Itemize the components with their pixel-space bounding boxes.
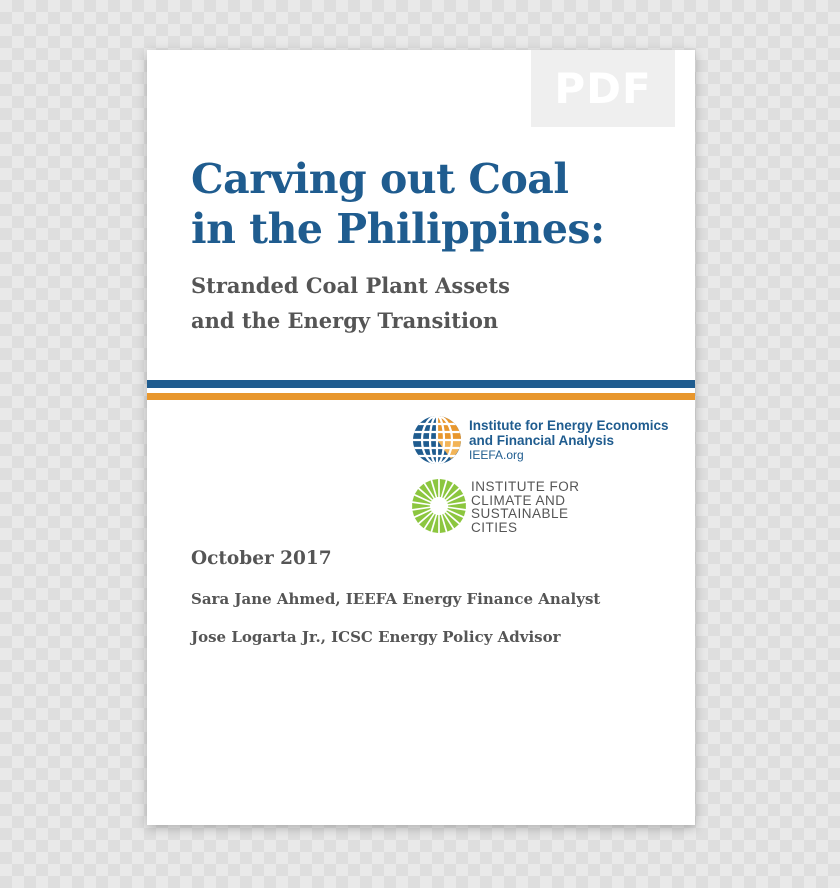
icsc-name-line-2: CLIMATE AND <box>471 492 566 508</box>
report-subtitle <box>191 268 651 338</box>
sunburst-icon <box>411 478 467 534</box>
icsc-name-line-3: SUSTAINABLE <box>471 506 569 521</box>
report-cover-page <box>147 50 695 825</box>
report-title-line-2: in the Philippines: <box>191 205 605 253</box>
icsc-logo <box>411 478 611 538</box>
author-line: Jose Logarta Jr., ICSC Energy Policy Advisor <box>191 628 561 646</box>
blue-divider <box>147 380 695 388</box>
orange-divider <box>147 393 695 400</box>
report-subtitle-line-2: and the Energy Transition <box>191 308 499 333</box>
icsc-wordmark <box>471 480 580 534</box>
icsc-name-line-1: INSTITUTE FOR <box>471 479 580 494</box>
report-title-line-1: Carving out Coal <box>191 155 569 203</box>
ieefa-url: IEEFA.org <box>469 448 524 462</box>
globe-icon <box>411 414 463 466</box>
icsc-name-line-4: CITIES <box>471 519 518 535</box>
ieefa-name-line-2: and Financial Analysis <box>469 433 615 448</box>
ieefa-name-line-1: Institute for Energy Economics <box>469 418 669 433</box>
ieefa-logo <box>411 414 695 468</box>
report-title <box>191 154 671 254</box>
ieefa-wordmark <box>469 418 669 462</box>
pdf-badge: PDF <box>531 50 675 127</box>
publication-date: October 2017 <box>191 548 332 569</box>
author-line: Sara Jane Ahmed, IEEFA Energy Finance Analyst <box>191 590 601 608</box>
report-subtitle-line-1: Stranded Coal Plant Assets <box>191 273 510 298</box>
